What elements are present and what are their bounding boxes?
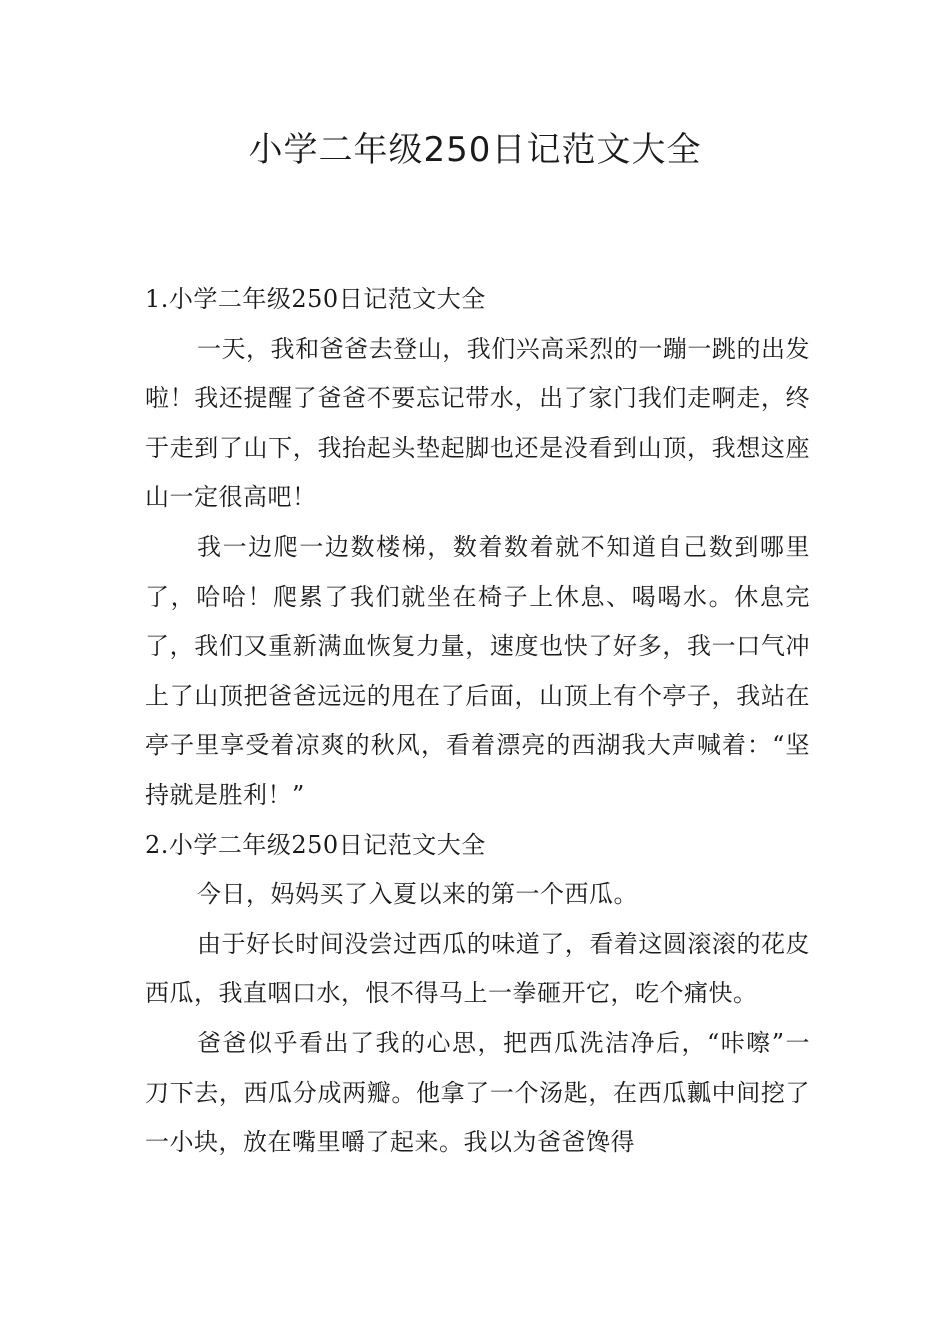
paragraph: 爸爸似乎看出了我的心思，把西瓜洗洁净后，“咔嚓”一刀下去，西瓜分成两瓣。他拿了一个汤匙，在西瓜瓤中间挖了一小块，放在嘴里嚼了起来。我以为爸爸馋得 xyxy=(145,1028,810,1157)
section-heading: 2.小学二年级250日记范文大全 xyxy=(145,830,486,859)
paragraph: 今日，妈妈买了入夏以来的第一个西瓜。 xyxy=(197,880,638,909)
section-heading: 1.小学二年级250日记范文大全 xyxy=(145,285,486,313)
document-body xyxy=(145,275,810,1168)
paragraph: 我一边爬一边数楼梯，数着数着就不知道自己数到哪里了，哈哈！爬累了我们就坐在椅子上休息、喝喝水。休息完了，我们又重新满血恢复力量，速度也快了好多，我一口气冲上了山顶把爸爸远远的甩在了后面，山顶上有个亭子，我站在亭子里享受着凉爽的秋风，看着漂亮的西湖我大声喊着：“坚持就是胜利！” xyxy=(145,532,810,809)
paragraph: 一天，我和爸爸去登山，我们兴高采烈的一蹦一跳的出发啦！我还提醒了爸爸不要忘记带水，出了家门我们走啊走，终于走到了山下，我抬起头垫起脚也还是没看到山顶，我想这座山一定很高吧！ xyxy=(145,334,810,512)
document-title: 小学二年级250日记范文大全 xyxy=(248,130,702,170)
paragraph: 由于好长时间没尝过西瓜的味道了，看着这圆滚滚的花皮西瓜，我直咽口水，恨不得马上一拳砸开它，吃个痛快。 xyxy=(145,929,810,1008)
